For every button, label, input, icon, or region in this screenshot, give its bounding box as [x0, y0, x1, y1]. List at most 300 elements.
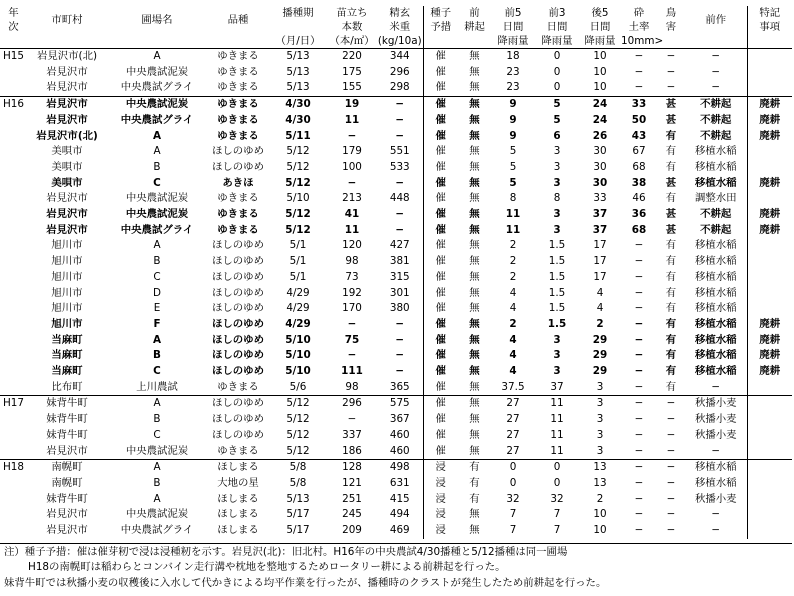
pre-till-cell: 無 [469, 65, 480, 78]
rain5-cell: 32 [506, 492, 520, 505]
city-cell: 旭川市 [51, 239, 83, 252]
year-cell [0, 380, 27, 396]
notes-cell: 廃耕 [747, 113, 792, 129]
rain3-cell: 3 [553, 223, 561, 236]
variety-cell: ほしのゆめ [212, 270, 264, 283]
sowing-cell: 5/12 [285, 208, 311, 221]
clod-cell: 33 [621, 97, 657, 113]
variety-cell: ゆきまる [217, 208, 259, 221]
after5-cell: 26 [592, 129, 608, 142]
city-cell: 南幌町 [51, 476, 83, 489]
notes-cell [747, 286, 792, 302]
prev-crop-cell: 不耕起 [700, 113, 732, 126]
year-cell [0, 254, 27, 270]
bird-cell: 甚 [665, 176, 677, 189]
city-cell: 岩見沢市(北) [36, 129, 98, 142]
bird-header-2: 害 [665, 21, 677, 33]
after5-cell: 29 [592, 365, 608, 378]
yield-cell: − [395, 129, 405, 142]
seedlings-cell: 192 [342, 286, 362, 299]
city-cell: 岩見沢市 [46, 81, 88, 94]
yield-cell: − [395, 223, 405, 236]
rain3-cell: 3 [553, 160, 561, 173]
rain3-cell: 6 [553, 129, 561, 142]
pre-till-cell: 無 [469, 428, 480, 441]
clod-cell: − [634, 270, 644, 283]
field-header-3 [107, 34, 207, 49]
pre-till-cell: 無 [469, 113, 480, 126]
city-cell: 妹背牛町 [46, 492, 88, 505]
notes-cell [747, 270, 792, 286]
clod-cell: − [634, 476, 644, 489]
prev-crop-cell: − [711, 508, 721, 521]
seed-prep-cell: 催 [423, 254, 458, 270]
table-row [0, 333, 792, 349]
year-cell: H17 [0, 396, 27, 412]
field-cell: B [153, 255, 161, 268]
bird-cell: − [657, 396, 685, 412]
year-cell [0, 364, 27, 380]
year-cell [0, 286, 27, 302]
bird-cell: 甚 [665, 223, 677, 236]
notes-cell: 廃耕 [747, 348, 792, 364]
seed-prep-cell: 催 [423, 286, 458, 302]
yield-cell: 365 [389, 380, 410, 393]
field-cell: A [153, 492, 161, 505]
clod-cell: − [634, 50, 644, 62]
after5-cell: 3 [596, 444, 604, 457]
seedlings-cell: 41 [344, 208, 360, 221]
after5-cell: 17 [593, 239, 607, 252]
yield-cell: 448 [389, 192, 410, 205]
year-cell [0, 113, 27, 129]
rain5-cell: 5 [509, 160, 517, 173]
rain5-cell: 23 [506, 65, 520, 78]
yield-cell: 551 [389, 145, 410, 158]
after5-cell: 10 [593, 524, 607, 537]
year-cell: H15 [2, 50, 25, 62]
table-row [0, 49, 792, 65]
prev-crop-cell: 不耕起 [700, 208, 732, 221]
variety-cell: あきほ [222, 176, 254, 189]
table-row [0, 80, 792, 96]
bird-cell: − [666, 476, 676, 489]
after5-cell: 24 [579, 97, 621, 113]
clod-cell: − [634, 65, 644, 78]
rain3-cell: 32 [550, 492, 564, 505]
pre-till-cell: 無 [469, 524, 480, 537]
rain5-cell: 8 [509, 192, 517, 205]
year-header: 年 [8, 7, 19, 19]
seed-prep-cell: 催 [423, 160, 458, 176]
notes-cell [747, 428, 792, 444]
prev-crop-header-3 [685, 34, 747, 49]
pre-till-cell: 無 [469, 129, 480, 142]
seedlings-cell: 220 [342, 50, 362, 62]
rain3-cell: 1.5 [548, 239, 566, 252]
seedlings-cell: 73 [345, 270, 359, 283]
variety-cell: ほしのゆめ [212, 333, 264, 346]
yield-cell: 460 [389, 428, 410, 441]
notes-cell [747, 412, 792, 428]
seed-prep-cell: 浸 [423, 492, 458, 508]
bird-cell: − [666, 508, 676, 521]
clod-cell: − [621, 460, 657, 476]
clod-cell: − [634, 365, 644, 378]
after5-cell: 37 [592, 208, 608, 221]
seedlings-cell: 98 [345, 255, 359, 268]
variety-cell: ゆきまる [217, 380, 259, 393]
table-row [0, 412, 792, 428]
prev-crop-cell: 移植水稲 [694, 476, 737, 489]
rain3-cell: 11 [535, 396, 579, 412]
rain3-cell: 0 [535, 460, 579, 476]
seedlings-cell: 337 [342, 428, 362, 441]
city-cell: 旭川市 [51, 270, 83, 283]
prev-crop-cell: − [711, 81, 721, 94]
prev-crop-cell: 移植水稲 [694, 333, 737, 346]
rain3-cell: 7 [553, 524, 561, 537]
table-row [0, 428, 792, 444]
notes-cell [747, 492, 792, 508]
field-cell: C [153, 176, 161, 189]
sowing-trial-table [0, 6, 792, 539]
pre-till-cell: 無 [469, 365, 480, 378]
seed-prep-cell: 浸 [423, 523, 458, 539]
field-cell: A [153, 50, 161, 62]
clod-cell: − [634, 444, 644, 457]
yield-cell: 498 [377, 460, 423, 476]
field-cell: 中央農試グライ [120, 524, 194, 537]
year-cell [0, 348, 27, 364]
after5-cell: 24 [592, 113, 608, 126]
table-row [0, 176, 792, 192]
yield-cell: − [395, 333, 405, 346]
field-cell: 中央農試泥炭 [107, 97, 207, 113]
sowing-cell: 5/6 [289, 380, 307, 393]
rain3-cell: 11 [550, 413, 564, 426]
field-cell: 中央農試泥炭 [125, 444, 189, 457]
prev-crop-cell: − [711, 444, 721, 457]
clod-cell: − [634, 317, 644, 330]
rain3-header: 前3 [548, 7, 566, 19]
field-cell: C [153, 365, 161, 378]
bird-cell: 甚 [665, 208, 677, 221]
bird-cell: − [666, 65, 676, 78]
city-header-3 [27, 34, 107, 49]
seedlings-cell: 209 [342, 524, 362, 537]
city-cell: 岩見沢市 [46, 113, 88, 126]
seed-prep-cell: 浸 [423, 460, 458, 476]
notes-cell [747, 523, 792, 539]
notes-cell [747, 65, 792, 81]
yield-cell: − [395, 317, 405, 330]
seed-prep-cell: 催 [423, 444, 458, 460]
variety-cell: ほしのゆめ [212, 413, 264, 426]
rain5-cell: 2 [509, 270, 517, 283]
rain3-cell: 3 [553, 365, 561, 378]
notes-cell: 廃耕 [747, 317, 792, 333]
year-cell [0, 507, 27, 523]
prev-crop-cell: 不耕起 [700, 223, 732, 236]
notes-cell [747, 460, 792, 476]
bird-cell: − [666, 50, 676, 62]
notes-cell: 廃耕 [747, 223, 792, 239]
pre-till-cell: 有 [458, 460, 491, 476]
rain3-header-2: 日間 [546, 21, 568, 33]
variety-header-3 [207, 34, 269, 49]
table-row [0, 348, 792, 364]
rain3-cell: 1.5 [548, 302, 566, 315]
city-cell: 美唄市 [51, 145, 83, 158]
sowing-cell: 4/29 [286, 286, 310, 299]
bird-cell: − [666, 413, 676, 426]
seedlings-cell: − [347, 176, 357, 189]
seedlings-cell: 155 [342, 81, 362, 94]
sowing-cell: 5/13 [286, 65, 310, 78]
rain5-cell: 4 [509, 349, 517, 362]
field-cell: 中央農試泥炭 [125, 65, 189, 78]
table-row [0, 301, 792, 317]
prev-crop-cell: 移植水稲 [694, 349, 737, 362]
after5-cell: 4 [596, 302, 604, 315]
seed-prep-cell: 浸 [423, 476, 458, 492]
year-cell [0, 476, 27, 492]
sowing-cell: 5/10 [286, 192, 310, 205]
variety-cell: ほしのゆめ [212, 145, 264, 158]
rain5-cell: 5 [509, 145, 517, 158]
prev-crop-cell: 移植水稲 [694, 239, 737, 252]
year-cell [0, 176, 27, 192]
notes-cell [747, 444, 792, 460]
after5-cell: 17 [593, 255, 607, 268]
city-cell: 比布町 [51, 380, 83, 393]
sowing-cell: 5/8 [289, 476, 307, 489]
table-row [0, 223, 792, 239]
sowing-cell: 5/12 [286, 413, 310, 426]
city-cell: 岩見沢市 [46, 444, 88, 457]
variety-cell: ゆきまる [217, 113, 259, 126]
table-row [0, 129, 792, 145]
clod-unit: 10mm> [621, 35, 664, 47]
yield-unit: (kg/10a) [377, 35, 422, 47]
bird-cell: 有 [665, 129, 677, 142]
city-cell: 岩見沢市(北) [36, 50, 98, 62]
table-row [0, 286, 792, 302]
notes-cell [747, 396, 792, 412]
seedlings-header: 苗立ち [336, 7, 368, 19]
table-row [0, 270, 792, 286]
footnote-1: 注）種子予措：催は催芽籾で浸は浸種籾を示す。岩見沢(北)：旧北村。H16年の中央農試4/30播種と5/12播種は同一圃場 [4, 546, 568, 558]
city-header: 市町村 [51, 14, 83, 26]
rain3-unit: 降雨量 [535, 34, 579, 49]
yield-header-2: 米重 [389, 21, 411, 33]
city-cell: 旭川市 [51, 286, 83, 299]
rain5-cell: 18 [506, 50, 520, 62]
yield-cell: 494 [389, 508, 410, 521]
pre-till-cell: 無 [469, 192, 480, 205]
rain3-cell: 3 [553, 349, 561, 362]
table-row [0, 523, 792, 539]
seed-prep-cell: 催 [423, 207, 458, 223]
variety-cell: ほしのゆめ [212, 286, 264, 299]
pre-till-cell: 無 [469, 160, 480, 173]
prev-crop-cell: 秋播小麦 [694, 413, 737, 426]
after5-cell: 10 [593, 65, 607, 78]
notes-cell [747, 160, 792, 176]
year-cell [0, 412, 27, 428]
variety-cell: ほしのゆめ [212, 160, 264, 173]
table-row [0, 144, 792, 160]
seed-prep-cell: 催 [423, 380, 458, 396]
sowing-cell: 5/1 [289, 255, 307, 268]
seedlings-header-2: 本数 [341, 21, 363, 33]
city-cell: 美唄市 [51, 176, 83, 189]
seedlings-cell: 11 [344, 223, 360, 236]
seedlings-cell: 251 [342, 492, 362, 505]
rain5-cell: 37.5 [501, 380, 525, 393]
rain5-header-2: 日間 [502, 21, 524, 33]
pre-till-cell: 無 [469, 270, 480, 283]
table-row [0, 191, 792, 207]
bird-cell: 有 [665, 349, 677, 362]
rain3-cell: 37 [550, 380, 564, 393]
after5-cell: 13 [593, 476, 607, 489]
rain5-cell: 7 [509, 508, 517, 521]
field-cell: A [107, 396, 207, 412]
clod-cell: − [634, 413, 644, 426]
bird-cell: 有 [665, 192, 677, 205]
year-cell [0, 301, 27, 317]
pre-till-cell: 無 [469, 223, 480, 236]
notes-cell [747, 80, 792, 96]
rain5-cell: 4 [509, 286, 517, 299]
pre-till-cell: 無 [469, 317, 480, 330]
seedlings-cell: 100 [342, 160, 362, 173]
rain3-cell: 3 [553, 176, 561, 189]
variety-cell: ほしまる [217, 492, 259, 505]
pre-till-cell: 無 [469, 508, 480, 521]
variety-cell: ほしのゆめ [212, 255, 264, 268]
rain3-cell: 0 [553, 50, 561, 62]
seedlings-cell: 170 [342, 302, 362, 315]
pre-till-header: 前 [469, 7, 480, 19]
seedlings-cell: − [347, 317, 357, 330]
pre-till-cell: 無 [469, 413, 480, 426]
table-row [0, 492, 792, 508]
yield-cell: 296 [389, 65, 410, 78]
pre-till-cell: 無 [458, 396, 491, 412]
seed-prep-cell: 催 [423, 396, 458, 412]
year-cell [0, 333, 27, 349]
notes-cell: 廃耕 [747, 97, 792, 113]
field-cell: B [153, 160, 161, 173]
sowing-unit: （月/日） [269, 34, 327, 49]
clod-cell: − [634, 380, 644, 393]
rain3-cell: 0 [553, 65, 561, 78]
year-cell [0, 65, 27, 81]
field-cell: 中央農試グライ [120, 113, 194, 126]
yield-cell: 298 [389, 81, 410, 94]
after5-header: 後5 [591, 7, 609, 19]
table-body [0, 49, 792, 539]
clod-cell: − [634, 286, 644, 299]
seedlings-cell: 19 [327, 97, 377, 113]
sowing-cell: 5/10 [285, 365, 311, 378]
rain5-cell: 5 [509, 176, 517, 189]
sowing-cell: 5/12 [286, 145, 310, 158]
after5-cell: 3 [596, 380, 604, 393]
clod-cell: 68 [631, 223, 647, 236]
rain5-cell: 4 [509, 333, 517, 346]
clod-cell: − [621, 396, 657, 412]
bird-cell: 有 [665, 270, 677, 283]
field-cell: A [153, 239, 161, 252]
rain5-header: 前5 [504, 7, 522, 19]
sowing-cell: 4/30 [269, 97, 327, 113]
bird-cell: − [666, 524, 676, 537]
rain5-cell: 9 [509, 113, 517, 126]
clod-cell: 46 [632, 192, 646, 205]
bird-cell: 甚 [657, 97, 685, 113]
sowing-cell: 5/17 [286, 508, 310, 521]
sowing-cell: 5/13 [286, 492, 310, 505]
city-cell: 旭川市 [51, 302, 83, 315]
seed-prep-header: 種子 [423, 6, 458, 20]
sowing-cell: 4/30 [285, 113, 311, 126]
yield-cell: − [395, 349, 405, 362]
prev-crop-cell: 秋播小麦 [694, 492, 737, 505]
bird-cell: 有 [665, 286, 677, 299]
table-row [0, 396, 792, 412]
rain5-cell: 7 [509, 524, 517, 537]
bird-cell: − [666, 492, 676, 505]
seedlings-cell: − [347, 129, 357, 142]
notes-cell: 廃耕 [747, 129, 792, 145]
field-cell: 中央農試泥炭 [125, 508, 189, 521]
after5-cell: 2 [596, 317, 604, 330]
seedlings-cell: 75 [344, 333, 360, 346]
field-cell: F [153, 317, 161, 330]
notes-cell [747, 238, 792, 254]
prev-crop-cell: − [711, 380, 721, 393]
yield-cell: 367 [389, 413, 410, 426]
sowing-cell: 5/10 [285, 333, 311, 346]
city-cell: 岩見沢市 [46, 524, 88, 537]
rain3-cell: 3 [553, 145, 561, 158]
bird-header: 鳥 [665, 7, 677, 19]
after5-cell: 10 [593, 81, 607, 94]
prev-crop-header: 前作 [705, 14, 727, 26]
rain3-cell: 5 [553, 113, 561, 126]
prev-crop-cell: 移植水稲 [685, 460, 747, 476]
variety-cell: ゆきまる [217, 65, 259, 78]
sowing-cell: 5/17 [286, 524, 310, 537]
year-cell [0, 492, 27, 508]
rain5-cell: 2 [509, 255, 517, 268]
field-cell: C [153, 270, 161, 283]
city-cell: 当麻町 [51, 349, 83, 362]
sowing-cell: 5/12 [285, 223, 311, 236]
sowing-cell: 5/11 [285, 129, 311, 142]
year-cell [0, 191, 27, 207]
rain3-cell: 3 [553, 208, 561, 221]
after5-cell: 3 [579, 396, 621, 412]
seed-prep-cell: 催 [423, 113, 458, 129]
clod-cell: − [634, 255, 644, 268]
sowing-cell: 5/13 [286, 81, 310, 94]
table-row [0, 238, 792, 254]
